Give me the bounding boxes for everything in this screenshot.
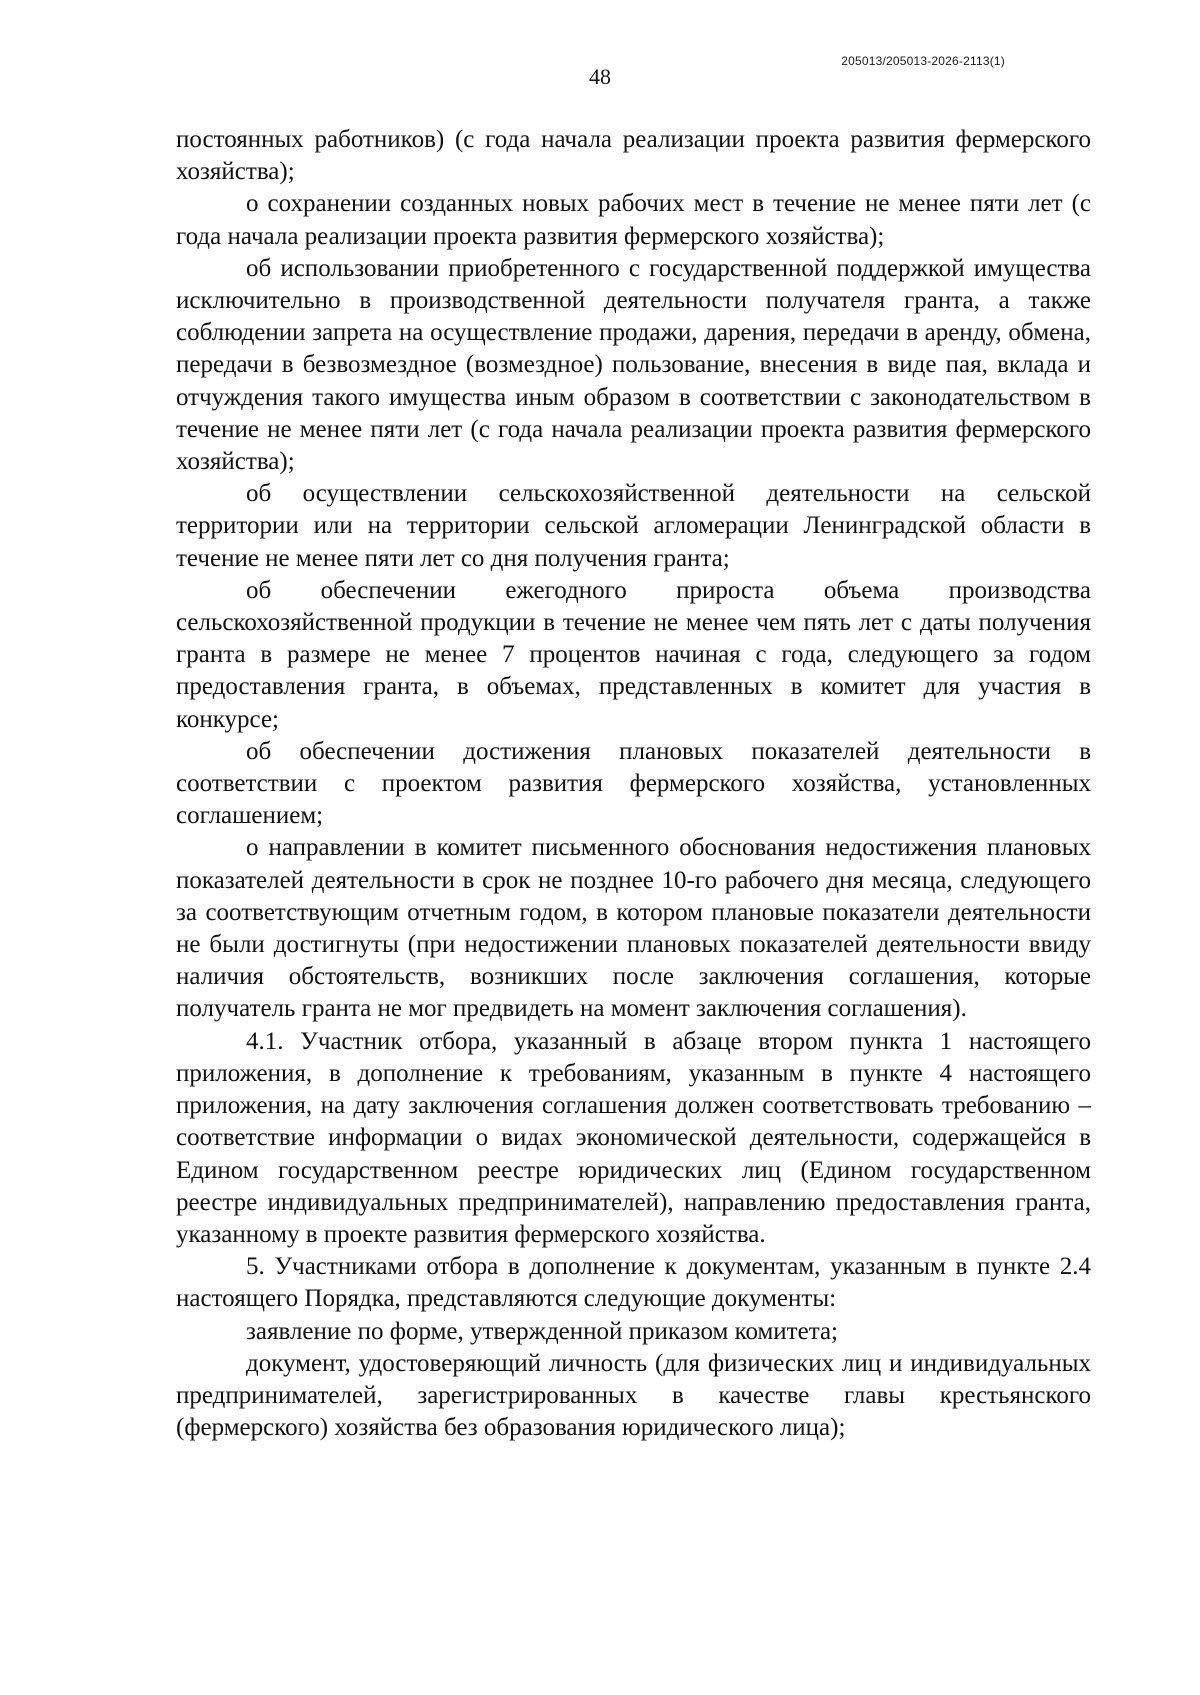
document-registration-code: 205013/205013-2026-2113(1) xyxy=(841,54,1005,68)
paragraph-obligation-justification: о направлении в комитет письменного обоснования недостижения плановых показателей деятельности в срок не позднее 10-го рабочего дня месяца, следующего за соответствующим отчетным годом, в котором плановые показатели деятельности не были достигнуты (при недостижении плановых показателей деятельности ввиду наличия обстоятельств, возникших после заключения соглашения, которые получатель гранта не мог предвидеть на момент заключения соглашения). xyxy=(176,834,1091,1023)
paragraph-clause-5: 5. Участниками отбора в дополнение к документам, указанным в пункте 2.4 настоящего Порядка, представляются следующие документы: xyxy=(176,1253,1091,1313)
paragraph-obligation-production-growth: об обеспечении ежегодного прироста объема производства сельскохозяйственной продукции в течение не менее чем пять лет с даты получения гранта в размере не менее 7 процентов начиная с года, следующего за годом предоставления гранта, в объемах, представленных в комитет для участия в конкурсе; xyxy=(176,576,1091,733)
paragraph-obligation-jobs-retention: о сохранении созданных новых рабочих мест в течение не менее пяти лет (с года начала реализации проекта развития фермерского хозяйства); xyxy=(176,190,1091,250)
paragraph-continuation: постоянных работников) (с года начала реализации проекта развития фермерского хозяйства); xyxy=(176,126,1091,186)
paragraph-obligation-agricultural-activity: об осуществлении сельскохозяйственной деятельности на сельской территории или на территории сельской агломерации Ленинградской области в течение не менее пяти лет со дня получения гранта; xyxy=(176,480,1091,572)
paragraph-clause-4-1: 4.1. Участник отбора, указанный в абзаце втором пункта 1 настоящего приложения, в дополнение к требованиям, указанным в пункте 4 настоящего приложения, на дату заключения соглашения должен соответствовать требованию – соответствие информации о видах экономической деятельности, содержащейся в Едином государственном реестре юридических лиц (Едином государственном реестре индивидуальных предпринимателей), направлению предоставления гранта, указанному в проекте развития фермерского хозяйства. xyxy=(176,1027,1091,1248)
document-body xyxy=(176,124,1091,1444)
page-number: 48 xyxy=(589,64,611,89)
paragraph-obligation-planned-indicators: об обеспечении достижения плановых показателей деятельности в соответствии с проектом развития фермерского хозяйства, установленных соглашением; xyxy=(176,737,1091,830)
paragraph-obligation-property-use: об использовании приобретенного с государственной поддержкой имущества исключительно в производственной деятельности получателя гранта, а также соблюдении запрета на осуществление продажи, дарения, передачи в аренду, обмена, передачи в безвозмездное (возмездное) пользование, внесения в виде пая, вклада и отчуждения такого имущества иным образом в соответствии с законодательством в течение не менее пяти лет (с года начала реализации проекта развития фермерского хозяйства); xyxy=(176,254,1091,476)
paragraph-application-form: заявление по форме, утвержденной приказом комитета; xyxy=(246,1317,838,1345)
paragraph-identity-document: документ, удостоверяющий личность (для физических лиц и индивидуальных предпринимателей, зарегистрированных в качестве главы крестьянского (фермерского) хозяйства без образования юридического лица); xyxy=(176,1349,1091,1442)
